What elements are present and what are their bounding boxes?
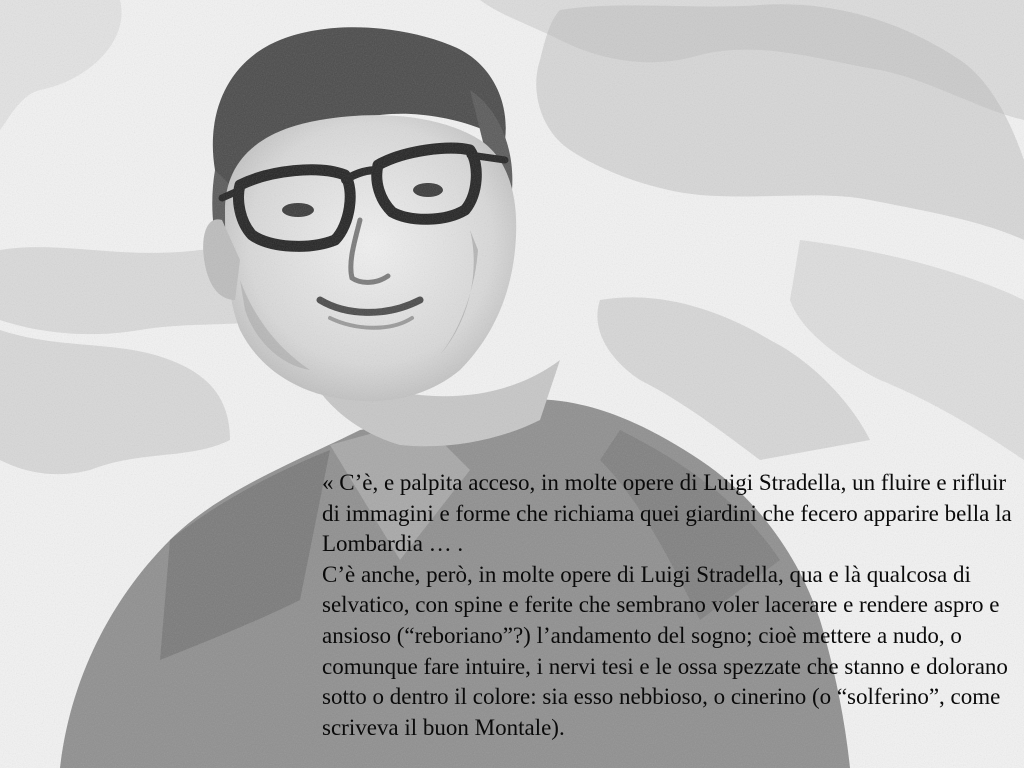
quote-text [322, 468, 1012, 743]
quote-paragraph-2: C’è anche, però, in molte opere di Luigi Stradella, qua e là qualcosa di selvatico, con spine e ferite che sembrano voler lacerare e rendere aspro e ansioso (“reboriano”?) l’andamento del sogno; cioè mettere a nudo, o comunque fare intuire, i nervi tesi e le ossa spezzate che stanno e dolorano sotto o dentro il colore: sia esso nebbioso, o cinerino (o “solferino”, come scriveva il buon Montale). [322, 561, 1008, 740]
quote-paragraph-1: « C’è, e palpita acceso, in molte opere di Luigi Stradella, un fluire e rifluir di immagini e forme che richiama quei giardini che fecero apparire bella la Lombardia … . [322, 470, 1012, 557]
